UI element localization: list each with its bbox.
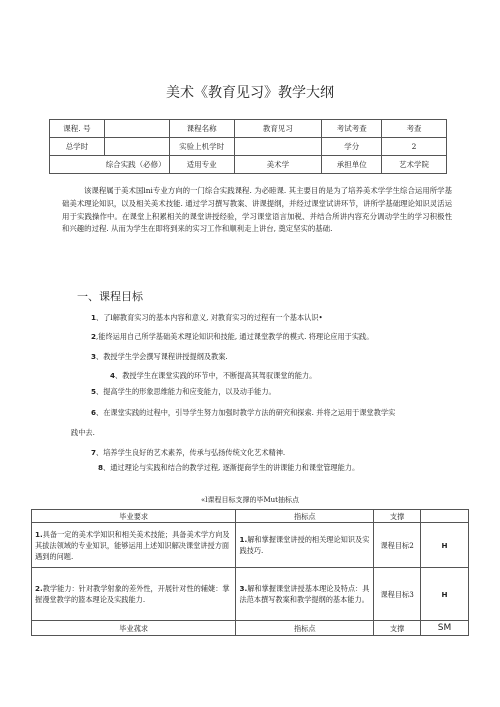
table-cell: 综合实践（必修） <box>50 156 170 174</box>
footer-cell: SM <box>421 621 469 636</box>
page-title: 美术《教育见习》教学大纲 <box>166 85 334 101</box>
goal-item: 2,能终运用自己所学基础美术理论知识和技能, 通过课堂教学的模式. 将理论应用于实践。 <box>91 332 374 341</box>
header-cell: 毕业要求 <box>32 510 236 523</box>
goal-item: 4、教授学生在课堂实践的环节中，不断提高其驾驭课堂的能力。 <box>110 371 317 380</box>
footer-cell: 支撑 <box>374 621 421 636</box>
table-cell: 2.教学能力：针对教学射象的差外性，开展针对性的辅婕：掌握漫堂教学的篮本理论及实践能力. <box>32 568 236 621</box>
table-cell: 教育见习 <box>234 120 322 138</box>
table-row <box>50 120 447 138</box>
header-cell <box>421 510 469 523</box>
goal-item: 7、培养学生良好的艺术素养，传承与弘扬传统文化艺术精神. <box>91 448 286 457</box>
goal-item-continuation: 践中去. <box>71 428 95 437</box>
goal-item: 8、通过理论与实践和结合的教学过程, 逐渐提商学生的讲课能力和课堂管理能力。 <box>98 463 360 472</box>
table-cell: 3.解和掌握课堂讲授基本理论及特点：具法范本撰写教案和教学提纲的基本能力。 <box>236 568 374 621</box>
table-footer-row <box>32 621 469 636</box>
goal-item: 3、教授学生学会撰写课程讲授提纲及教案. <box>91 352 228 361</box>
table-cell: 承担单位 <box>322 156 382 174</box>
table-cell <box>104 138 169 156</box>
table-cell: 2 <box>382 138 447 156</box>
table-header-row <box>32 510 469 523</box>
table-cell: 考试考查 <box>322 120 382 138</box>
table-cell <box>234 138 322 156</box>
table-cell: H <box>421 523 469 568</box>
table-cell: 1.具备一定的美术学知识和相关美术技能；具备美术学方向及其拔法领域的专业知识，能够运用上述知识解决课堂讲授方面遇到的问题. <box>32 523 236 568</box>
table-cell: 适用专业 <box>169 156 234 174</box>
support-table-caption: «l课程目标支撑的毕Mut抽标点 <box>200 496 299 504</box>
table-cell: H <box>421 568 469 621</box>
table-cell: 实验上机学时 <box>169 138 234 156</box>
footer-cell: 指标点 <box>236 621 374 636</box>
course-info-table <box>49 119 447 174</box>
course-intro-paragraph: 该课程属于美术国lni专业方向的一门综合实践课程. 为必睦课. 其主要目的是为了培养美术学学生综合运用所学基础美术理论知识，以及相关美术技能. 通过学习撰写教案、讲课提纲，并经过课堂试讲环节，讲所学基础理论知识灵活运用于实践操作中。在课堂上积累相关的课堂讲授经验，学习课堂语言加税、并结合所讲内容充分调动学生的学习积极性和兴趣的过程. 从而为学生在即将到来的实习工作和顺利走上讲台, 奠定坚实的基础. <box>62 186 452 234</box>
table-row <box>32 523 469 568</box>
table-cell <box>104 120 169 138</box>
table-row <box>32 568 469 621</box>
table-row <box>50 156 447 174</box>
table-cell: 1.解和掌握课堂讲授的相关理论知识及实践技巧. <box>236 523 374 568</box>
header-cell: 指标点 <box>236 510 374 523</box>
table-cell: 学分 <box>322 138 382 156</box>
table-cell: 课程名称 <box>169 120 234 138</box>
table-cell: 总学时 <box>50 138 105 156</box>
footer-cell: 毕业菰求 <box>32 621 236 636</box>
goal-item: 5、提高学生的形象思维能力和应变能力，以及动手能力。 <box>91 387 276 396</box>
table-cell: 美术学 <box>234 156 322 174</box>
table-cell: 考查 <box>382 120 447 138</box>
table-cell: 课程. 号 <box>50 120 105 138</box>
table-row <box>50 138 447 156</box>
section-heading: 一、课程目标 <box>77 290 143 303</box>
goal-item: 1、了l解教育实习的基本内容和意义, 对教育实习的过程有一个基本认识• <box>91 313 323 322</box>
goal-item: 6、在课堂实践的过程中，引导学生努力加强时教学方法的研究和探索. 并将之运用于课堂教学实 <box>91 408 396 417</box>
table-cell: 课程目标3 <box>374 568 421 621</box>
header-cell: 支撑 <box>374 510 421 523</box>
support-table <box>31 509 469 636</box>
table-cell: 艺术学院 <box>382 156 447 174</box>
table-cell: 课程目标2 <box>374 523 421 568</box>
